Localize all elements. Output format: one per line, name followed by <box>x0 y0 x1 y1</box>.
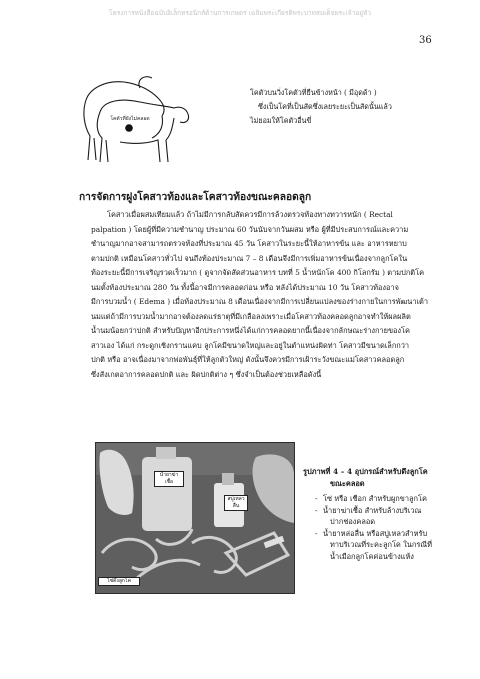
label-line: โซ่ดึงลูกโค <box>107 578 131 584</box>
page-number: 36 <box>419 35 432 46</box>
cattle-mounting-illustration <box>80 70 194 166</box>
paragraph-line: มีการบวมน้ำ ( Edema ) เมื่อท้องประมาณ 8 เดือนเนื่องจากมีการเปลี่ยนแปลงของร่างกายในการพัฒนาเต้า <box>91 297 428 307</box>
list-item-sub: ปากช่องคลอด <box>330 517 376 526</box>
body-paragraph <box>91 208 434 383</box>
list-item <box>303 528 453 540</box>
paragraph-line: สาวเอง ได้แก่ กระดูกเชิงกรานแคบ ลูกโคมีขนาดใหญ่และอยู่ในตำแหน่งผิดท่า โคสาวมีขนาดเล็กกว่า <box>91 340 410 350</box>
list-item-sub: น้ำเมือกลูกโคค่อนข้างแห้ง <box>330 551 414 561</box>
dash-marker: - <box>315 505 318 515</box>
paragraph-line: น้ำนมน้อยกว่าปกติ สำหรับปัญหาอีกประการหนึ่งได้แก่การคลอดยากนี้เนื่องจากลักษณะร่างกายของโค <box>91 326 410 336</box>
figure1-caption-line: ไม่ยอมให้โคตัวอื่นขี่ <box>250 116 312 125</box>
paragraph-line: โคสาวเมื่อผสมเทียมแล้ว ถ้าไม่มีการกลับสัดควรมีการล้วงตรวจท้องทางทวารหนัก ( Rectal <box>107 210 393 219</box>
label-soap <box>224 495 248 511</box>
paragraph-line: ซึ่งสังเกตอาการคลอดปกติ และ ผิดปกติต่าง ๆ ซึ่งจำเป็นต้องช่วยเหลือดังนี้ <box>91 370 322 380</box>
figure2-title: รูปภาพที่ 4 – 4 อุปกรณ์สำหรับดึงลูกโค <box>303 467 428 476</box>
label-disinfectant <box>154 471 184 487</box>
paragraph-line: ตามปกติ เหมือนโคสาวทั่วไป จนถึงท้องประมาณ 7 – 8 เดือนจึงมีการเพิ่มอาหารข้นเนื่องจากลูกโคใน <box>91 253 408 263</box>
paragraph-line: นมตั้งท้องประมาณ 280 วัน ทั้งนี้อาจมีการคลอดก่อน หรือ หลังได้ประมาณ 10 วัน โคสาวท้องอาจ <box>91 282 399 292</box>
list-item <box>303 505 453 517</box>
list-item-sub: ทาบริเวณที่ระคะลูกโค ในกรณีที่ <box>330 540 433 549</box>
paragraph-line: ท้องระยะนี้มีการเจริญรวดเร็วมาก ( ดูจากจัดสัดส่วนอาหาร บทที่ 5 น้ำหนักโค 400 กิโลกรัม ) ตามปกติโค <box>91 268 425 278</box>
dash-marker: - <box>315 494 318 503</box>
photo-drawing <box>96 443 294 593</box>
label-line: น้ำยาฆ่า <box>159 472 179 478</box>
list-item-text: น้ำยาหล่อลื่น หรือสบู่เหลวสำหรับ <box>323 528 428 538</box>
page-header: โครงการหนังสือฉบับอิเล็กทรอนิกส์ด้านการเกษตร เฉลิมพระเกียรติพระบาทสมเด็จพระเจ้าอยู่หัว <box>108 9 371 17</box>
marker-dot <box>125 124 133 132</box>
list-item-text: น้ำยาฆ่าเชื้อ สำหรับล้างบริเวณ <box>323 505 422 515</box>
list-item-text: โซ่ หรือ เชือก สำหรับผูกขาลูกโค <box>323 494 427 503</box>
figure2-caption <box>303 466 453 562</box>
paragraph-line: ปกติ หรือ อาจเนื่องมาจากพ่อพันธุ์ที่ให้ลูกตัวใหญ่ ดังนั้นจึงควรมีการเฝ้าระวังขณะแม่โคสาวคลอดลูก <box>91 355 405 365</box>
paragraph-line: ชำนาญมากอาจสามารถตรวจท้องที่ประมาณ 45 วัน โคสาวในระยะนี้ให้อาหารข้น และ อาหารหยาบ <box>91 239 407 249</box>
paragraph-line: palpation ) โดยผู้ที่มีความชำนาญ ประมาณ 60 วันนับจากวันผสม หรือ ผู้ที่มีประสบการณ์และความ <box>91 224 409 234</box>
figure1-caption-line: ซึ่งเป็นโคที่เป็นสัดซึ่งเลยระยะเป็นสัดนั้นแล้ว <box>258 102 392 111</box>
label-line: สบู่เหลวลื่น <box>227 496 245 509</box>
paragraph-line: นมแต่ถ้ามีการบวมน้ำมากอาจต้องลดแร่ธาตุที่มีเกลือลงเพราะเมื่อโคสาวท้องคลอดลูกอาจทำให้ผลผลิต <box>91 311 411 321</box>
calving-tools-photo <box>95 442 295 594</box>
figure1-caption-line: โคตัวบนวิ่งโคตัวที่ยืนข้างหน้า ( มีอุดด้า ) <box>250 88 377 97</box>
label-chain <box>98 577 140 586</box>
figure1-caption <box>242 86 442 128</box>
disinfectant-bottle <box>142 457 192 531</box>
list-item <box>303 493 453 505</box>
section-heading: การจัดการฝูงโคสาวท้องและโคสาวท้องขณะคลอดลูก <box>79 191 312 203</box>
figure2-title-cont: ขณะคลอด <box>330 478 365 488</box>
dash-marker: - <box>315 528 318 538</box>
figure1-label: โคตัวที่ยังไม่คลอด <box>110 116 150 122</box>
label-line: เชื้อ <box>164 479 174 485</box>
